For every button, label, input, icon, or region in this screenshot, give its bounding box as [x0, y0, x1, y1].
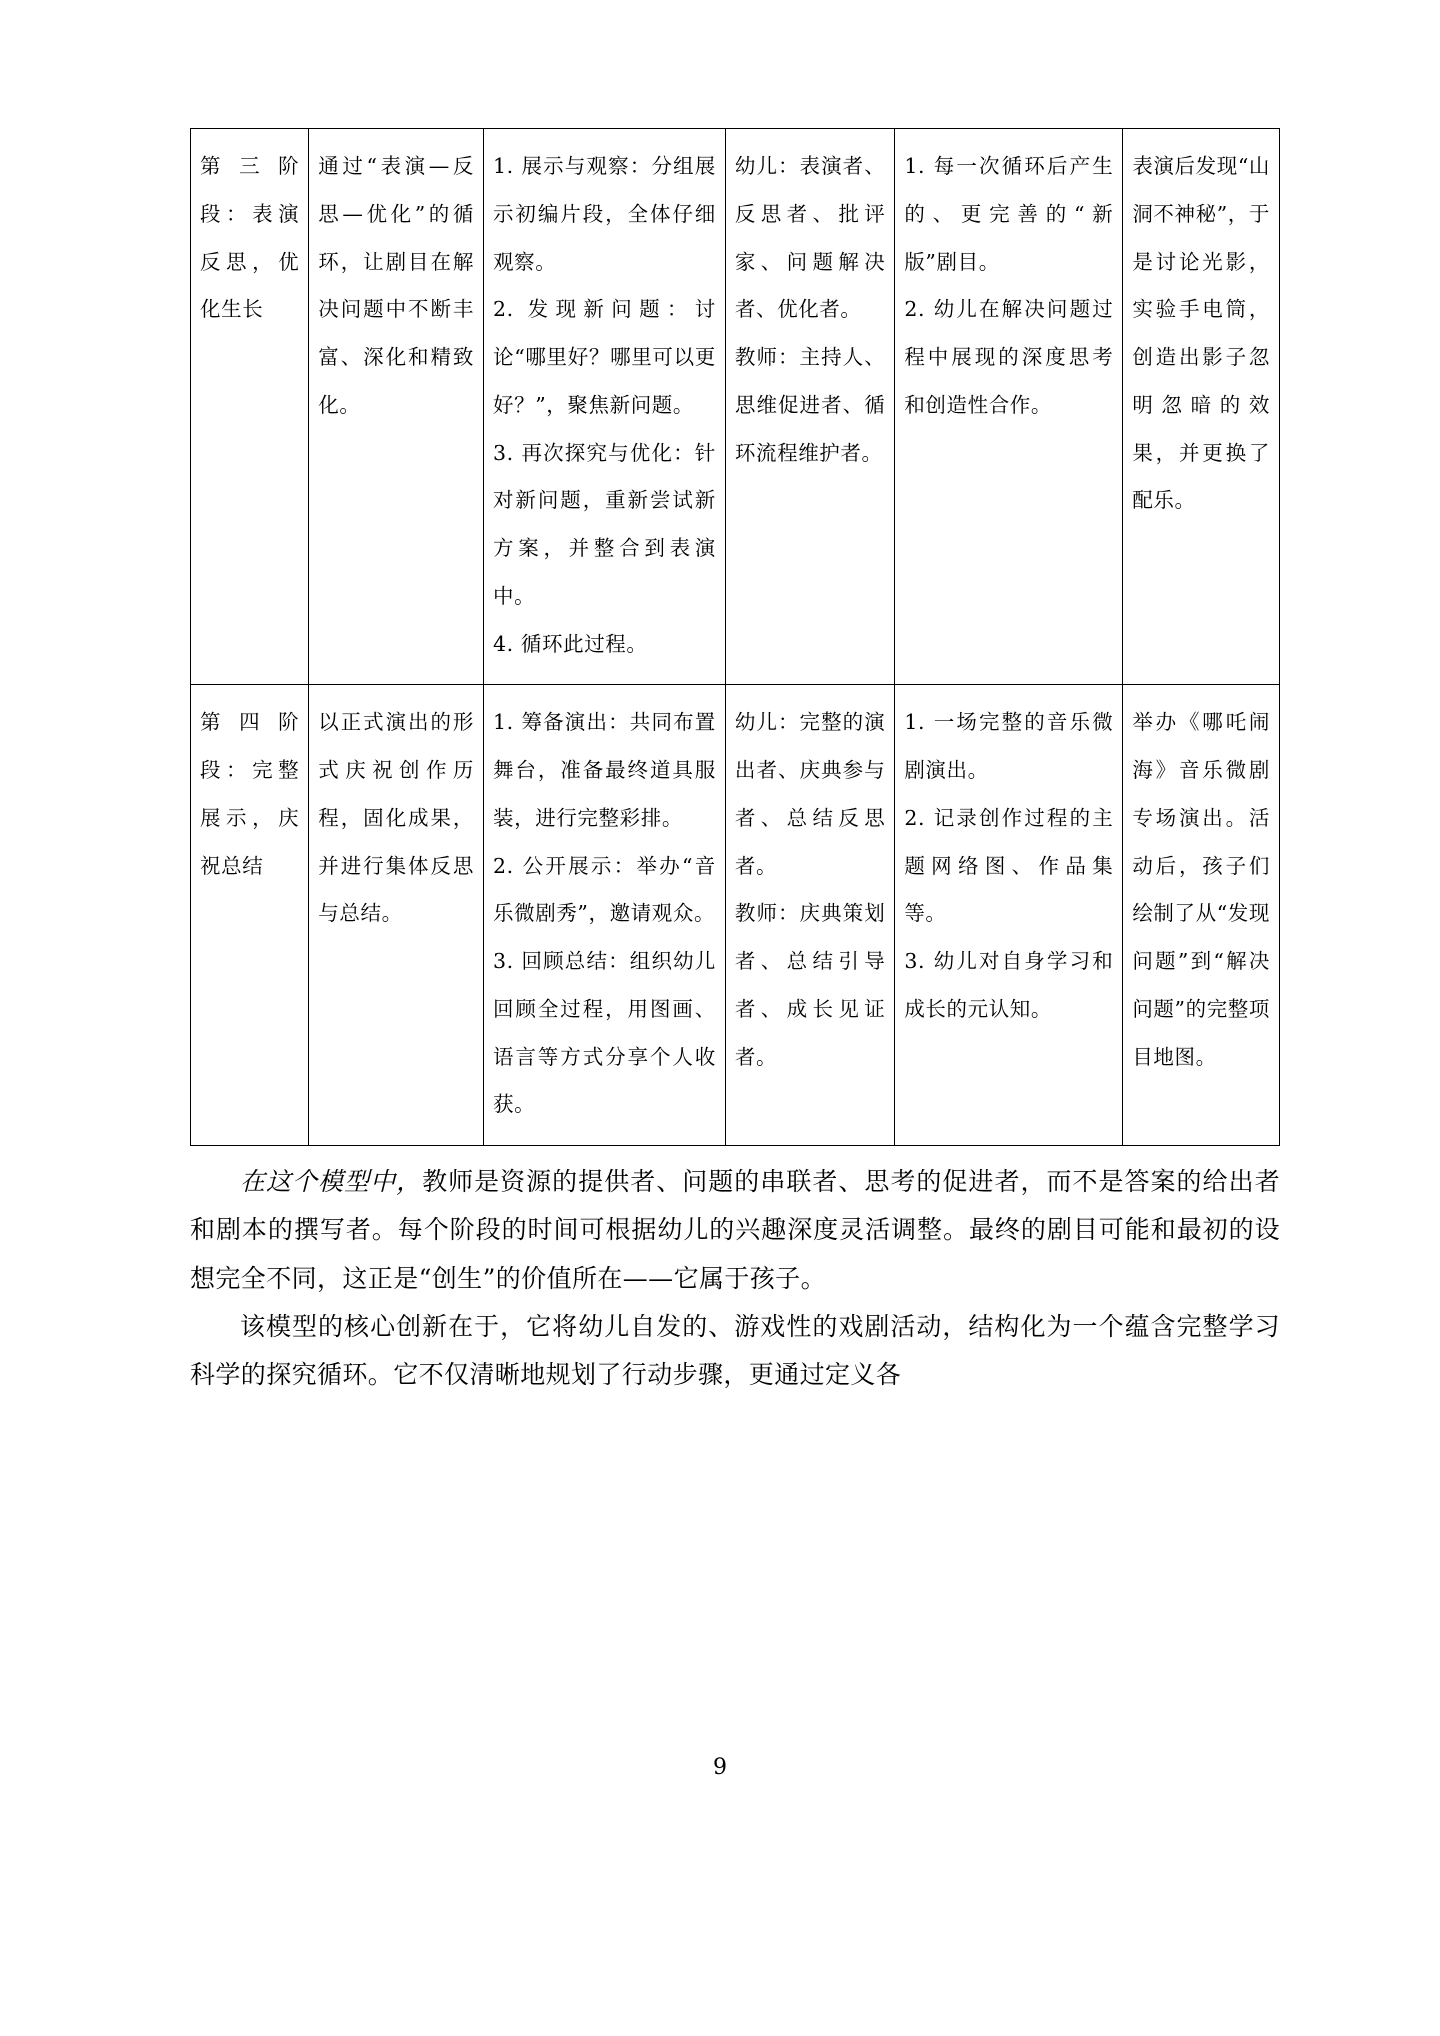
- paragraph-1-lead: 在这个模型中，: [240, 1167, 423, 1196]
- cell-activities: [484, 685, 726, 1146]
- activity-item: 4. 循环此过程。: [493, 631, 648, 656]
- page-number: 9: [713, 1755, 727, 1780]
- cell-roles: [725, 129, 894, 685]
- cell-example: [1123, 129, 1280, 685]
- outcome-item: 1. 一场完整的音乐微剧演出。: [904, 710, 1114, 782]
- role-item: 幼儿：表演者、反思者、批评家、问题解决者、优化者。: [734, 154, 886, 322]
- cell-stage: [191, 685, 309, 1146]
- paragraph-1-rest: 教师是资源的提供者、问题的串联者、思考的促进者，而不是答案的给出者和剧本的撰写者。每个阶段的时间可根据幼儿的兴趣深度灵活调整。最终的剧目可能和最初的设想完全不同，这正是“创生”的价值所在——它属于孩子。: [190, 1167, 1280, 1293]
- stage-name: 第四阶段：完整展示，庆祝总结: [200, 710, 300, 878]
- cell-outcomes: [895, 685, 1123, 1146]
- stage-name: 第三阶段：表演反思，优化生长: [200, 154, 300, 322]
- model-stages-table: [190, 128, 1280, 1146]
- cell-goal: [309, 685, 484, 1146]
- cell-activities: [484, 129, 726, 685]
- cell-outcomes: [895, 129, 1123, 685]
- example-text: 举办《哪吒闹海》音乐微剧专场演出。活动后，孩子们绘制了从“发现问题”到“解决问题”的完整项目地图。: [1132, 710, 1271, 1069]
- goal-text: 通过“表演—反思—优化”的循环，让剧目在解决问题中不断丰富、深化和精致化。: [318, 154, 475, 417]
- paragraph-1: [190, 1158, 1280, 1303]
- activity-item: 3. 回顾总结：组织幼儿回顾全过程，用图画、语言等方式分享个人收获。: [493, 949, 716, 1117]
- activity-item: 2. 发现新问题：讨论“哪里好？哪里可以更好？”，聚焦新问题。: [493, 297, 716, 417]
- table-row: [191, 129, 1280, 685]
- outcome-item: 2. 幼儿在解决问题过程中展现的深度思考和创造性合作。: [904, 297, 1114, 417]
- outcome-item: 3. 幼儿对自身学习和成长的元认知。: [904, 949, 1114, 1021]
- activity-item: 2. 公开展示：举办“音乐微剧秀”，邀请观众。: [493, 853, 716, 926]
- activity-item: 3. 再次探究与优化：针对新问题，重新尝试新方案，并整合到表演中。: [493, 440, 716, 608]
- body-paragraphs: [190, 1158, 1280, 1399]
- example-text: 表演后发现“山洞不神秘”，于是讨论光影，实验手电筒，创造出影子忽明忽暗的效果，并更换了配乐。: [1132, 154, 1271, 513]
- cell-goal: [309, 129, 484, 685]
- paragraph-2: 该模型的核心创新在于，它将幼儿自发的、游戏性的戏剧活动，结构化为一个蕴含完整学习科学的探究循环。它不仅清晰地规划了行动步骤，更通过定义各: [190, 1311, 1280, 1389]
- table-row: [191, 685, 1280, 1146]
- cell-stage: [191, 129, 309, 685]
- goal-text: 以正式演出的形式庆祝创作历程，固化成果，并进行集体反思与总结。: [318, 710, 475, 926]
- cell-example: [1123, 685, 1280, 1146]
- outcome-item: 2. 记录创作过程的主题网络图、作品集等。: [904, 805, 1114, 926]
- cell-roles: [725, 685, 894, 1146]
- page-content: [190, 128, 1280, 1399]
- activity-item: 1. 展示与观察：分组展示初编片段，全体仔细观察。: [493, 154, 716, 274]
- activity-item: 1. 筹备演出：共同布置舞台，准备最终道具服装，进行完整彩排。: [493, 710, 716, 830]
- role-item: 教师：庆典策划者、总结引导者、成长见证者。: [734, 901, 886, 1069]
- outcome-item: 1. 每一次循环后产生的、更完善的“新版”剧目。: [904, 154, 1114, 274]
- role-item: 教师：主持人、思维促进者、循环流程维护者。: [734, 345, 886, 465]
- role-item: 幼儿：完整的演出者、庆典参与者、总结反思者。: [734, 710, 886, 878]
